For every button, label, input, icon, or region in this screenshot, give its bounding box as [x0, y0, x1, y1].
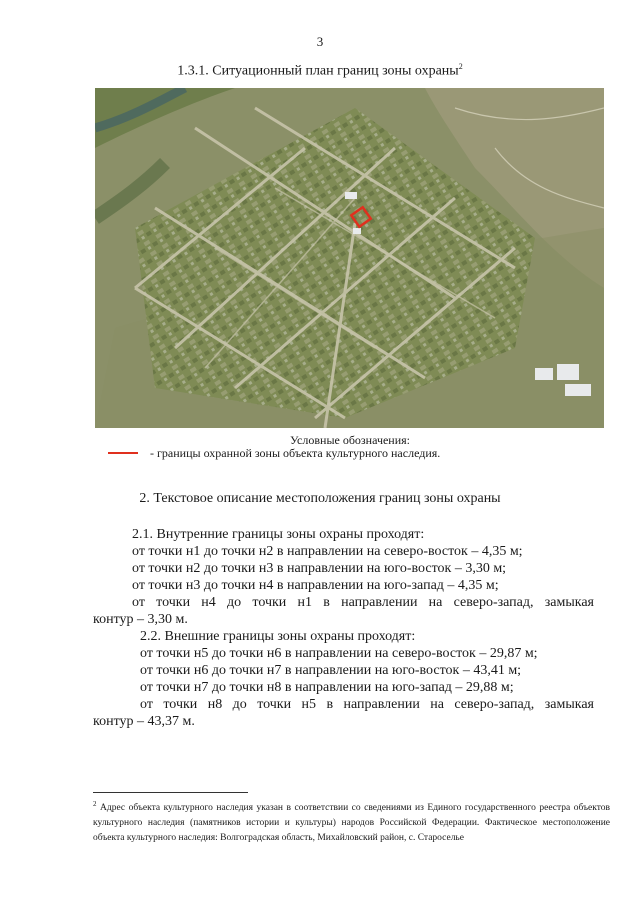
page-number: 3 [316, 34, 324, 49]
outer-title: 2.2. Внешние границы зоны охраны проходят: [140, 629, 416, 644]
footnote-divider [93, 792, 248, 793]
outer-line-4: от точки н8 до точки н5 в направлении на северо-запад, замыкая [140, 697, 594, 712]
section-heading: 2. Текстовое описание местоположения границ зоны охраны [139, 491, 501, 506]
outer-line-1: от точки н5 до точки н6 в направлении на северо-восток – 29,87 м; [140, 646, 538, 661]
inner-title: 2.1. Внутренние границы зоны охраны проходят: [132, 527, 425, 542]
outer-line-3: от точки н7 до точки н8 в направлении на юго-запад – 29,88 м; [140, 680, 514, 695]
inner-line-5: контур – 3,30 м. [93, 612, 188, 627]
footnote-mark: 2 [93, 800, 97, 808]
footnote-text: Адрес объекта культурного наследия указан в соответствии со сведениями из Единого государственного реестра объектов культурного наследия (памятников истории и культуры) народов Российской Федерации. Фактическое местоположение объекта культурного наследия: Волгоградская область, Михайловский район, с. Староселье [93, 803, 610, 844]
inner-line-1: от точки н1 до точки н2 в направлении на северо-восток – 4,35 м; [132, 544, 523, 559]
footnote-ref: 2 [458, 62, 463, 71]
section-title [0, 62, 640, 80]
legend-title: Условные обозначения: [289, 433, 411, 447]
outer-line-5: контур – 43,37 м. [93, 714, 195, 729]
legend-item: - границы охранной зоны объекта культурного наследия. [150, 446, 441, 460]
legend-boundary-swatch [108, 452, 138, 454]
footnote [93, 797, 610, 846]
inner-line-2: от точки н2 до точки н3 в направлении на юго-восток – 3,30 м; [132, 561, 507, 576]
outer-line-2: от точки н6 до точки н7 в направлении на юго-восток – 43,41 м; [140, 663, 522, 678]
section-title-text: 1.3.1. Ситуационный план границ зоны охраны [177, 63, 459, 79]
inner-line-4: от точки н4 до точки н1 в направлении на северо-запад, замыкая [132, 595, 594, 610]
inner-line-3: от точки н3 до точки н4 в направлении на юго-запад – 4,35 м; [132, 578, 499, 593]
satellite-map [95, 88, 604, 428]
